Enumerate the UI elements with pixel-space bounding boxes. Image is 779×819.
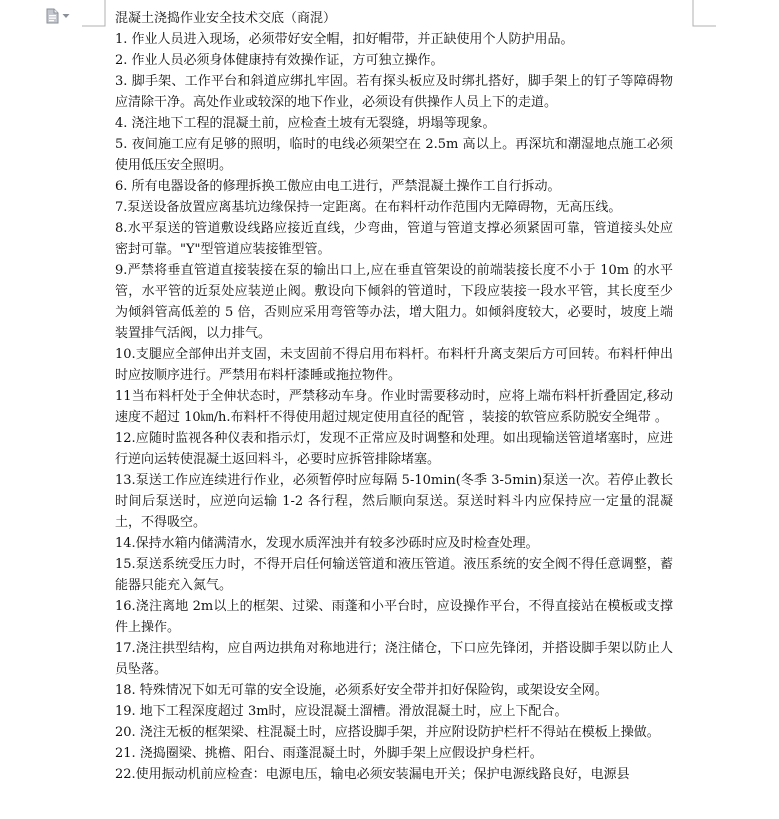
paragraph-6: 6. 所有电器设备的修理拆换工傲应由电工进行，严禁混凝土操作工自行拆动。 (115, 179, 561, 194)
chevron-down-icon (62, 13, 70, 19)
paragraph-9: 9.严禁将垂直管道直接装接在泵的输出口上,应在垂直管架设的前端装接长度不小于 10m 的水平管，水平管的近泵处应装逆止阀。敷设向下倾斜的管道时，下段应装接一段水平管，其长度至少为倾斜管高低差的 5 倍，否则应采用弯管等办法，增大阻力。如倾斜度较大，必要时，坡度上端装置排气活阀，以力排气。 (115, 263, 673, 341)
paragraph-15: 15.泵送系统受压力时，不得开启任何输送管道和液压管道。液压系统的安全阀不得任意调整，蓄能器只能充入氮气。 (115, 557, 673, 593)
paragraph-18: 18. 特殊情况下如无可靠的安全设施，必须系好安全带并扣好保险钩，或架设安全网。 (115, 683, 608, 698)
document-page (115, 8, 673, 785)
paragraph-22: 22.使用振动机前应检查：电源电压，输电必须安装漏电开关；保护电源线路良好，电源县 (115, 767, 630, 782)
paragraph-14: 14.保持水箱内储满清水，发现水质浑浊并有较多沙砾时应及时检查处理。 (115, 536, 539, 551)
document-menu-button[interactable] (46, 8, 70, 24)
paragraph-4: 4. 浇注地下工程的混凝土前，应检查土坡有无裂缝，坍塌等现象。 (115, 116, 496, 131)
paragraph-11: 11当布料杆处于全伸状态时，严禁移动车身。作业时需要移动时，应将上端布料杆折叠固定,移动速度不超过 10㎞/h.布料杆不得使用超过规定使用直径的配管 ，装接的软管应系防脱安全绳带 。 (115, 389, 673, 425)
paragraph-8: 8.水平泵送的管道敷设线路应接近直线，少弯曲，管道与管道支撑必须紧固可靠，管道接头处应密封可靠。"Y"型管道应装接锥型管。 (115, 221, 673, 257)
paragraph-7: 7.泵送设备放置应离基坑边缘保持一定距离。在布料杆动作范围内无障碍物，无高压线。 (115, 200, 622, 215)
paragraph-2: 2. 作业人员必须身体健康持有效操作证，方可独立操作。 (115, 53, 444, 68)
document-title: 混凝土浇捣作业安全技术交底（商混） (115, 11, 337, 26)
paragraph-5: 5. 夜间施工应有足够的照明，临时的电线必须架空在 2.5m 高以上。再深坑和潮湿地点施工必须使用低压安全照明。 (115, 137, 673, 173)
paragraph-16: 16.浇注离地 2m以上的框架、过梁、雨蓬和小平台时，应设操作平台，不得直接站在模板或支撑件上操作。 (115, 599, 673, 635)
paragraph-12: 12.应随时监视各种仪表和指示灯，发现不正常应及时调整和处理。如出现输送管道堵塞时，应进行逆向运转使混凝土返回料斗，必要时应拆管排除堵塞。 (115, 431, 673, 467)
paragraph-3: 3. 脚手架、工作平台和斜道应绑扎牢固。若有探头板应及时绑扎搭好，脚手架上的钉子等障碍物应清除干净。高处作业或较深的地下作业，必须设有供操作人员上下的走道。 (115, 74, 673, 110)
paragraph-17: 17.浇注拱型结构，应自两边拱角对称地进行；浇注储仓，下口应先锋闭，并搭设脚手架以防止人员坠落。 (115, 641, 673, 677)
paragraph-13: 13.泵送工作应连续进行作业，必须暂停时应每隔 5-10min(冬季 3-5min)泵送一次。若停止教长时间后泵送时，应逆向运输 1-2 各行程，然后顺向泵送。泵送时料斗内应保持应一定量的混凝土，不得吸空。 (115, 473, 673, 530)
document-icon (46, 8, 59, 24)
paragraph-10: 10.支腿应全部伸出并支固，未支固前不得启用布料杆。布料杆升离支架后方可回转。布料杆伸出时应按顺序进行。严禁用布料杆漆睡或拖拉物件。 (115, 347, 673, 383)
paragraph-21: 21. 浇捣圈梁、挑檐、阳台、雨蓬混凝土时，外脚手架上应假设护身栏杆。 (115, 746, 543, 761)
paragraph-1: 1. 作业人员进入现场，必须带好安全帽，扣好帽带，并正缺使用个人防护用品。 (115, 32, 574, 47)
paragraph-20: 20. 浇注无板的框架梁、柱混凝土时，应搭设脚手架，并应附设防护栏杆不得站在模板上操做。 (115, 725, 660, 740)
paragraph-19: 19. 地下工程深度超过 3m时，应设混凝土溜槽。滑放混凝土时，应上下配合。 (115, 704, 568, 719)
